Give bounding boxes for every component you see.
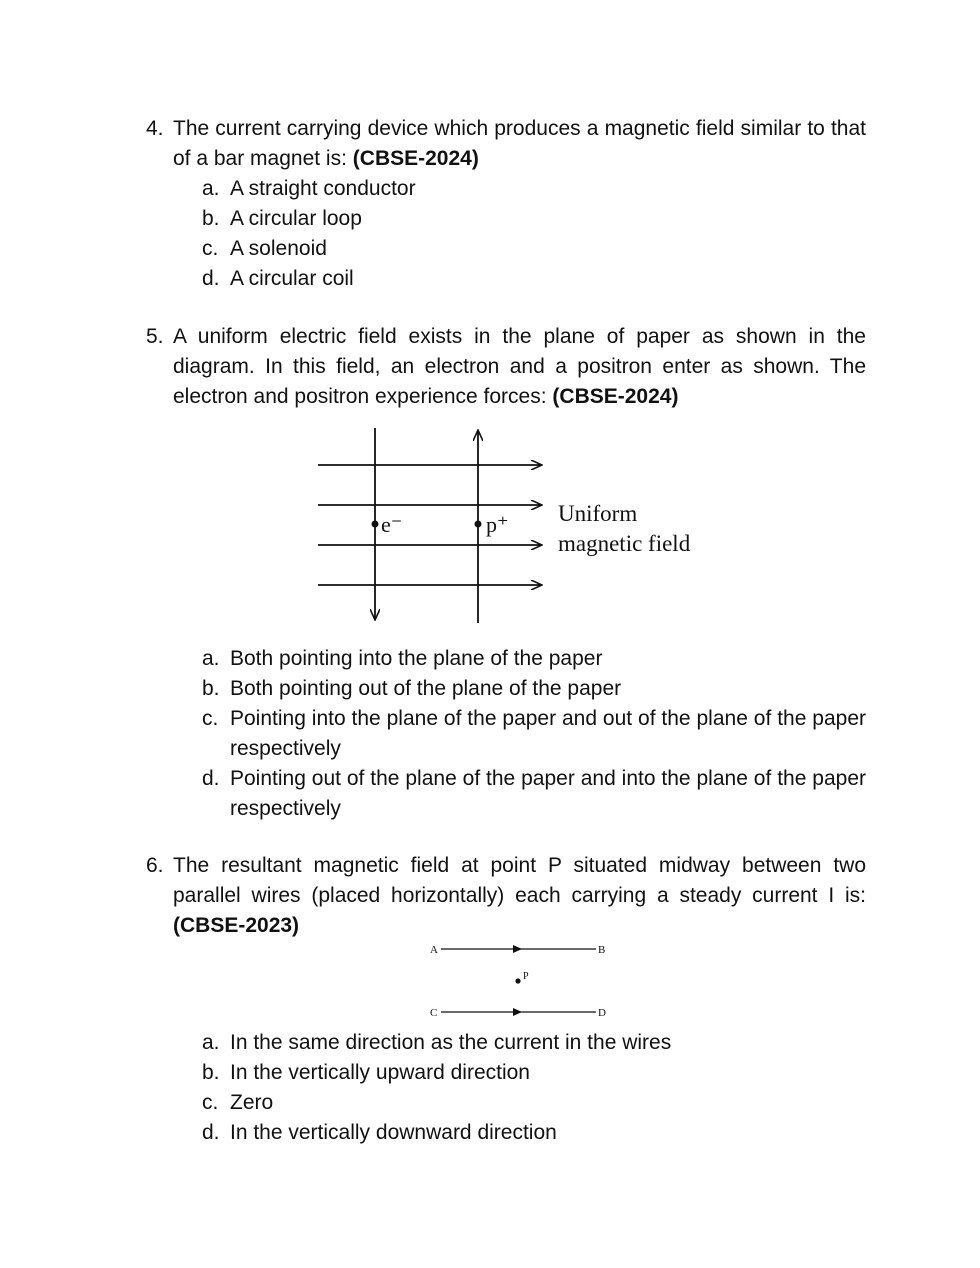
positron-label: p⁺ bbox=[486, 512, 509, 537]
option-c: c. Zero bbox=[202, 1091, 274, 1114]
wires-diagram bbox=[420, 938, 620, 1024]
electron-dot bbox=[372, 521, 379, 528]
question-number: 4. bbox=[146, 117, 164, 140]
field-label-line1: Uniform bbox=[558, 501, 638, 526]
electron-label: e⁻ bbox=[381, 512, 403, 537]
label-d: D bbox=[598, 1007, 606, 1019]
option-a: a. A straight conductor bbox=[202, 177, 416, 200]
label-p: P bbox=[523, 971, 529, 982]
option-a: a. Both pointing into the plane of the paper bbox=[202, 647, 603, 670]
option-b: b. Both pointing out of the plane of the paper bbox=[202, 677, 622, 700]
question-number: 5. bbox=[146, 325, 164, 348]
option-d: d. Pointing out of the plane of the paper and into the plane of the paper respectively bbox=[202, 767, 866, 820]
question-6 bbox=[146, 851, 866, 941]
exam-tag: (CBSE-2023) bbox=[173, 914, 300, 937]
field-diagram bbox=[300, 420, 740, 635]
options-list bbox=[202, 644, 866, 824]
option-b: b. A circular loop bbox=[202, 207, 362, 230]
current-arrow-ab bbox=[513, 945, 522, 953]
option-b: b. In the vertically upward direction bbox=[202, 1061, 530, 1084]
question-5-options bbox=[146, 644, 866, 824]
question-text: A uniform electric field exists in the plane of paper as shown in the diagram. In this field, an electron and a positron enter as shown. The electron and positron experience forces: (CBSE-2024) bbox=[173, 325, 866, 408]
option-d: d. In the vertically downward direction bbox=[202, 1121, 557, 1144]
point-p bbox=[515, 978, 520, 983]
question-text: The resultant magnetic field at point P situated midway between two parallel wires (placed horizontally) each carrying a steady current I is: (CBSE-2023) bbox=[173, 854, 866, 937]
question-4 bbox=[146, 114, 866, 294]
label-a: A bbox=[430, 944, 438, 956]
label-b: B bbox=[598, 944, 606, 956]
exam-tag: (CBSE-2024) bbox=[552, 385, 679, 408]
question-text: The current carrying device which produces a magnetic field similar to that of a bar magnet is: (CBSE-2024) bbox=[173, 117, 866, 170]
positron-dot bbox=[475, 521, 482, 528]
option-d: d. A circular coil bbox=[202, 267, 354, 290]
label-c: C bbox=[430, 1007, 438, 1019]
current-arrow-cd bbox=[513, 1008, 522, 1016]
options-list bbox=[202, 174, 866, 294]
question-5 bbox=[146, 322, 866, 412]
options-list bbox=[202, 1028, 866, 1148]
option-a: a. In the same direction as the current in the wires bbox=[202, 1031, 672, 1054]
exam-tag: (CBSE-2024) bbox=[352, 147, 479, 170]
option-c: c. A solenoid bbox=[202, 237, 327, 260]
question-number: 6. bbox=[146, 854, 164, 877]
field-label-line2: magnetic field bbox=[558, 531, 691, 556]
option-c: c. Pointing into the plane of the paper and out of the plane of the paper respectively bbox=[202, 707, 866, 760]
question-6-options bbox=[146, 1028, 866, 1148]
